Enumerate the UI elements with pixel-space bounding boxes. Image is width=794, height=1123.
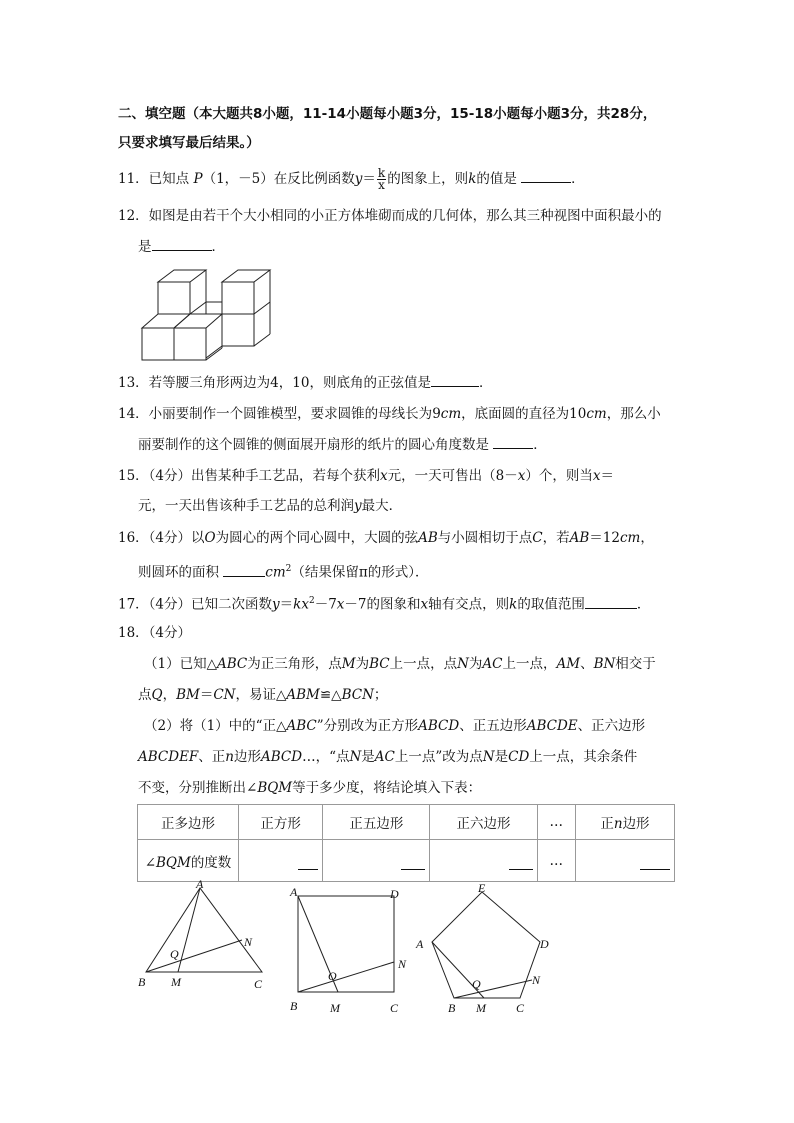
table-row bbox=[138, 840, 675, 882]
question-15-line2: 元，一天出售该种手工艺品的总利润y最大． bbox=[138, 498, 403, 514]
answer-blank-16[interactable] bbox=[223, 562, 265, 577]
label-Q: Q bbox=[170, 947, 179, 961]
triangle-figure bbox=[134, 878, 274, 994]
table-header-cell: 正多边形 bbox=[138, 805, 239, 840]
label-Q: Q bbox=[472, 977, 481, 991]
question-18-part1-line1: （1）已知△ABC为正三角形，点M为BC上一点，点N为AC上一点，AM、BN相交于 bbox=[144, 656, 656, 672]
label-M: M bbox=[171, 975, 181, 989]
answer-blank-14[interactable] bbox=[493, 434, 533, 449]
table-header-cell: 正n边形 bbox=[575, 805, 674, 840]
question-11: 11．已知点 P（1，－5）在反比例函数y＝ $\frac{k}{x}$ 的图象上，则k的值是 ． bbox=[118, 166, 585, 192]
label-O: O bbox=[328, 969, 337, 983]
table-header-row bbox=[138, 805, 675, 840]
table-header-cell: 正方形 bbox=[239, 805, 323, 840]
label-A: A bbox=[290, 885, 298, 899]
answer-cell-n-gon[interactable] bbox=[575, 840, 674, 882]
answer-blank-11[interactable] bbox=[521, 168, 571, 183]
answer-cell-ellipsis: … bbox=[537, 840, 575, 882]
label-C: C bbox=[254, 977, 263, 991]
label-D: D bbox=[390, 887, 399, 901]
cube-stack-figure bbox=[138, 268, 288, 364]
section-title-line1: 二、填空题（本大题共8小题，11-14小题每小题3分，15-18小题每小题3分，共28分， bbox=[118, 106, 657, 122]
table-row-label: ∠BQM的度数 bbox=[138, 840, 239, 882]
question-18-head: 18．（4分） bbox=[118, 625, 192, 641]
square-figure bbox=[286, 880, 416, 1016]
question-16-line1: 16．（4分）以O为圆心的两个同心圆中，大圆的弦AB与小圆相切于点C，若AB＝12cm， bbox=[118, 530, 654, 546]
question-18-part2-line2: ABCDEF、正n边形ABCD…，“点N是AC上一点”改为点N是CD上一点，其余条件 bbox=[138, 749, 638, 765]
question-13: 13．若等腰三角形两边为4，10，则底角的正弦值是 ． bbox=[118, 372, 492, 393]
question-16-line2: 则圆环的面积 $cm^2$（结果保留π的形式）． bbox=[138, 559, 429, 583]
answer-table bbox=[137, 804, 675, 882]
label-M: M bbox=[476, 1001, 486, 1015]
question-12-line1: 12．如图是由若干个大小相同的小正方体堆砌而成的几何体，那么其三种视图中面积最小的 bbox=[118, 208, 662, 224]
question-12-line2: 是 ． bbox=[138, 236, 225, 257]
answer-cell-square[interactable] bbox=[239, 840, 323, 882]
answer-blank-17[interactable] bbox=[585, 594, 637, 609]
label-E: E bbox=[478, 881, 486, 895]
answer-cell-pentagon[interactable] bbox=[323, 840, 430, 882]
label-D: D bbox=[540, 937, 549, 951]
question-18-part1-line2: 点Q，BM＝CN，易证△ABM≌△BCN； bbox=[138, 687, 388, 703]
section-title-line2: 只要求填写最后结果。） bbox=[118, 135, 260, 151]
pentagon-figure bbox=[412, 880, 558, 1016]
label-N: N bbox=[244, 935, 253, 949]
label-B: B bbox=[290, 999, 298, 1013]
label-A: A bbox=[196, 878, 204, 891]
fraction-k-over-x: $\frac{k}{x}$ bbox=[377, 166, 386, 192]
label-B: B bbox=[138, 975, 146, 989]
table-header-cell: 正六边形 bbox=[430, 805, 537, 840]
question-17: 17．（4分）已知二次函数$y=kx^2-7x-7$的图象和x轴有交点，则k的取值范围 ． bbox=[118, 591, 650, 615]
question-14-line2: 丽要制作的这个圆锥的侧面展开扇形的纸片的圆心角度数是 ． bbox=[138, 434, 547, 455]
question-18-part2-line3: 不变，分别推断出∠BQM等于多少度，将结论填入下表： bbox=[138, 780, 482, 796]
label-A: A bbox=[416, 937, 424, 951]
label-C: C bbox=[516, 1001, 525, 1015]
label-C: C bbox=[390, 1001, 399, 1015]
label-M: M bbox=[330, 1001, 340, 1015]
table-header-cell: … bbox=[537, 805, 575, 840]
answer-blank-13[interactable] bbox=[431, 372, 479, 387]
table-header-cell: 正五边形 bbox=[323, 805, 430, 840]
question-18-part2-line1: （2）将（1）中的“正△ABC”分别改为正方形ABCD、正五边形ABCDE、正六边形 bbox=[144, 718, 646, 734]
label-B: B bbox=[448, 1001, 456, 1015]
label-N: N bbox=[532, 973, 541, 987]
answer-blank-12[interactable] bbox=[152, 236, 212, 251]
answer-cell-hexagon[interactable] bbox=[430, 840, 537, 882]
label-N: N bbox=[398, 957, 407, 971]
question-14-line1: 14．小丽要制作一个圆锥模型，要求圆锥的母线长为9cm，底面圆的直径为10cm，那么小 bbox=[118, 406, 661, 422]
question-15-line1: 15．（4分）出售某种手工艺品，若每个获利x元，一天可售出（8－x）个，则当x＝ bbox=[118, 468, 614, 484]
